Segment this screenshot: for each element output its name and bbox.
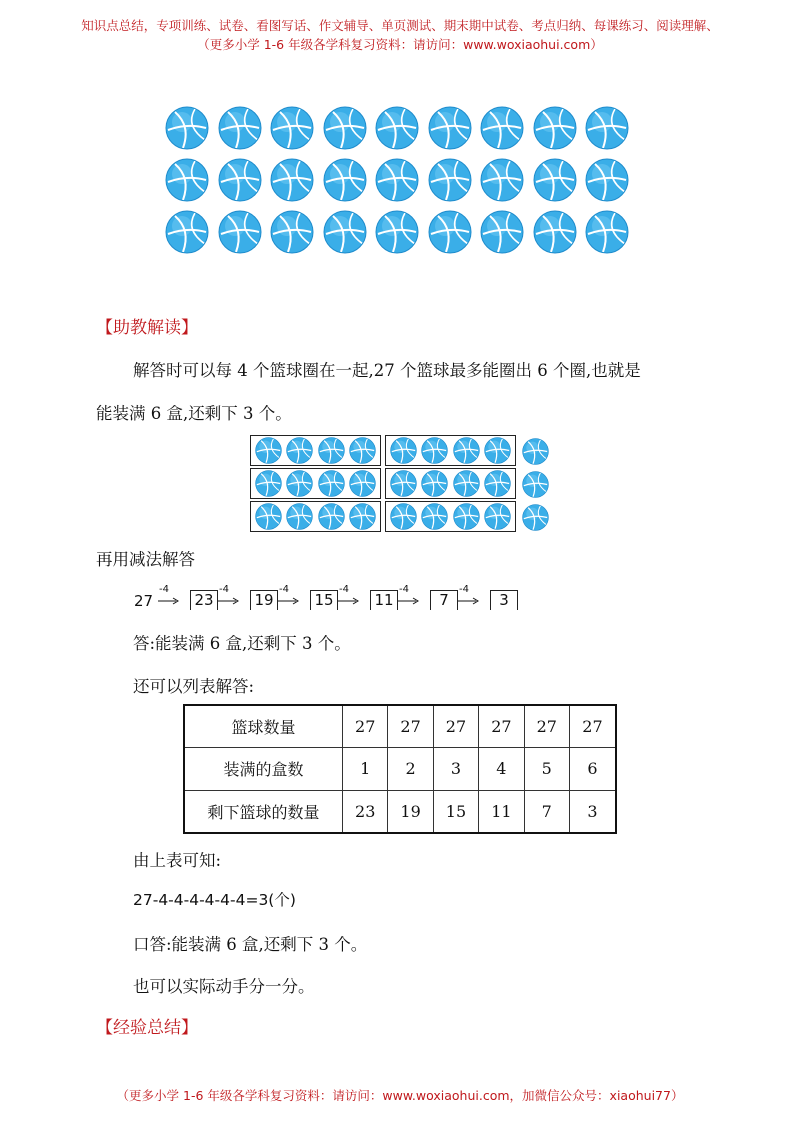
table-cell: 6: [569, 748, 616, 790]
conclude-intro: 由上表可知:: [133, 851, 222, 870]
table-cell: 27: [569, 705, 616, 748]
basketball-icon: [421, 437, 448, 464]
table-cell: 27: [388, 705, 433, 748]
group-of-four-box: [250, 435, 381, 466]
arrow-right-icon: [336, 596, 360, 606]
basketball-icon: [533, 106, 577, 150]
minus-four-arrow: [456, 584, 480, 610]
leftover-basketball-icon: [522, 471, 549, 498]
chain-result: 23: [190, 590, 218, 610]
basketball-icon: [318, 503, 345, 530]
basketball-icon: [323, 106, 367, 150]
table-row: [184, 748, 616, 790]
equation: 27-4-4-4-4-4-4=3(个): [133, 891, 296, 909]
arrow-label: -4: [159, 584, 169, 595]
basketball-icon: [349, 437, 376, 464]
chain-result: 7: [430, 590, 458, 610]
basketball-icon: [255, 503, 282, 530]
basketball-icon: [323, 210, 367, 254]
answer-1: 答:能装满 6 盒,还剩下 3 个。: [133, 634, 351, 653]
chain-start: 27: [134, 592, 154, 610]
basketball-icon: [375, 106, 419, 150]
table-cell: 27: [524, 705, 569, 748]
arrow-right-icon: [276, 596, 300, 606]
basketball-icon: [585, 210, 629, 254]
solution-table: [183, 704, 617, 834]
basketball-icon: [428, 158, 472, 202]
table-cell: 2: [388, 748, 433, 790]
basketball-icon: [165, 106, 209, 150]
basketball-icon: [286, 437, 313, 464]
subtraction-heading: 再用减法解答: [96, 550, 195, 569]
basketball-icon: [318, 437, 345, 464]
table-cell: 3: [569, 790, 616, 833]
basketball-icon: [218, 210, 262, 254]
basketball-icon: [533, 158, 577, 202]
basketball-icon: [375, 210, 419, 254]
basketball-icon: [255, 470, 282, 497]
chain-result: 11: [370, 590, 398, 610]
group-of-four-box: [385, 435, 516, 466]
table-intro: 还可以列表解答:: [133, 677, 255, 696]
table-cell: 27: [433, 705, 478, 748]
chain-result: 3: [490, 590, 518, 610]
table-cell: 23: [343, 790, 388, 833]
basketball-icon: [480, 210, 524, 254]
group-of-four-box: [385, 501, 516, 532]
table-cell: 11: [479, 790, 524, 833]
basketball-icon: [270, 158, 314, 202]
table-cell: 7: [524, 790, 569, 833]
explain-line-2: 能装满 6 盒,还剩下 3 个。: [96, 404, 292, 423]
arrow-label: -4: [219, 584, 229, 595]
minus-four-arrow: [396, 584, 420, 610]
basketball-grid: [165, 106, 629, 254]
arrow-right-icon: [456, 596, 480, 606]
basketball-icon: [453, 470, 480, 497]
table-cell: 1: [343, 748, 388, 790]
basketball-icon: [165, 210, 209, 254]
explain-line-1: 解答时可以每 4 个篮球圈在一起,27 个篮球最多能圈出 6 个圈,也就是: [133, 361, 641, 380]
table-cell: 4: [479, 748, 524, 790]
basketball-icon: [421, 503, 448, 530]
header-line-2: （更多小学 1-6 年级各学科复习资料：请访问：www.woxiaohui.com）: [197, 37, 603, 52]
header-line-1: 知识点总结，专项训练、试卷、看图写话、作文辅导、单页测试、期末期中试卷、考点归纳、每课练习、阅读理解、: [81, 18, 719, 33]
hands-on-note: 也可以实际动手分一分。: [133, 977, 315, 996]
basketball-icon: [390, 470, 417, 497]
leftover-basketball-icon: [522, 438, 549, 465]
basketball-icon: [533, 210, 577, 254]
arrow-label: -4: [399, 584, 409, 595]
answer-2: 口答:能装满 6 盒,还剩下 3 个。: [133, 935, 368, 954]
basketball-icon: [484, 503, 511, 530]
basketball-icon: [218, 106, 262, 150]
group-of-four-box: [250, 501, 381, 532]
section-helper-heading: 【助教解读】: [96, 318, 198, 338]
table-cell: 15: [433, 790, 478, 833]
chain-result: 19: [250, 590, 278, 610]
basketball-icon: [390, 437, 417, 464]
minus-four-arrow: [156, 584, 180, 610]
minus-four-arrow: [216, 584, 240, 610]
basketball-icon: [428, 106, 472, 150]
basketball-icon: [349, 470, 376, 497]
row-label: 篮球数量: [184, 705, 343, 748]
basketball-icon: [484, 470, 511, 497]
group-of-four-box: [250, 468, 381, 499]
basketball-icon: [428, 210, 472, 254]
basketball-icon: [585, 158, 629, 202]
basketball-icon: [480, 158, 524, 202]
table-row: [184, 705, 616, 748]
basketball-icon: [421, 470, 448, 497]
basketball-icon: [390, 503, 417, 530]
basketball-icon: [255, 437, 282, 464]
group-of-four-box: [385, 468, 516, 499]
basketball-icon: [270, 210, 314, 254]
basketball-icon: [286, 503, 313, 530]
arrow-right-icon: [216, 596, 240, 606]
row-label: 剩下篮球的数量: [184, 790, 343, 833]
table-cell: 3: [433, 748, 478, 790]
table-cell: 27: [343, 705, 388, 748]
minus-four-arrow: [336, 584, 360, 610]
arrow-right-icon: [156, 596, 180, 606]
section-summary-heading: 【经验总结】: [96, 1018, 198, 1038]
basketball-icon: [453, 503, 480, 530]
basketball-icon: [484, 437, 511, 464]
table-cell: 19: [388, 790, 433, 833]
basketball-icon: [270, 106, 314, 150]
arrow-label: -4: [279, 584, 289, 595]
basketball-icon: [218, 158, 262, 202]
table-cell: 27: [479, 705, 524, 748]
row-label: 装满的盒数: [184, 748, 343, 790]
basketball-icon: [286, 470, 313, 497]
basketball-icon: [480, 106, 524, 150]
subtraction-chain: [134, 584, 534, 618]
basketball-icon: [323, 158, 367, 202]
table-row: [184, 790, 616, 833]
arrow-label: -4: [339, 584, 349, 595]
leftover-basketball-icon: [522, 504, 549, 531]
chain-result: 15: [310, 590, 338, 610]
basketball-icon: [318, 470, 345, 497]
arrow-right-icon: [396, 596, 420, 606]
minus-four-arrow: [276, 584, 300, 610]
basketball-icon: [165, 158, 209, 202]
arrow-label: -4: [459, 584, 469, 595]
table-cell: 5: [524, 748, 569, 790]
basketball-icon: [453, 437, 480, 464]
footer: （更多小学 1-6 年级各学科复习资料：请访问：www.woxiaohui.com，加微信公众号：xiaohui77）: [116, 1088, 684, 1103]
basketball-icon: [349, 503, 376, 530]
basketball-icon: [375, 158, 419, 202]
basketball-icon: [585, 106, 629, 150]
